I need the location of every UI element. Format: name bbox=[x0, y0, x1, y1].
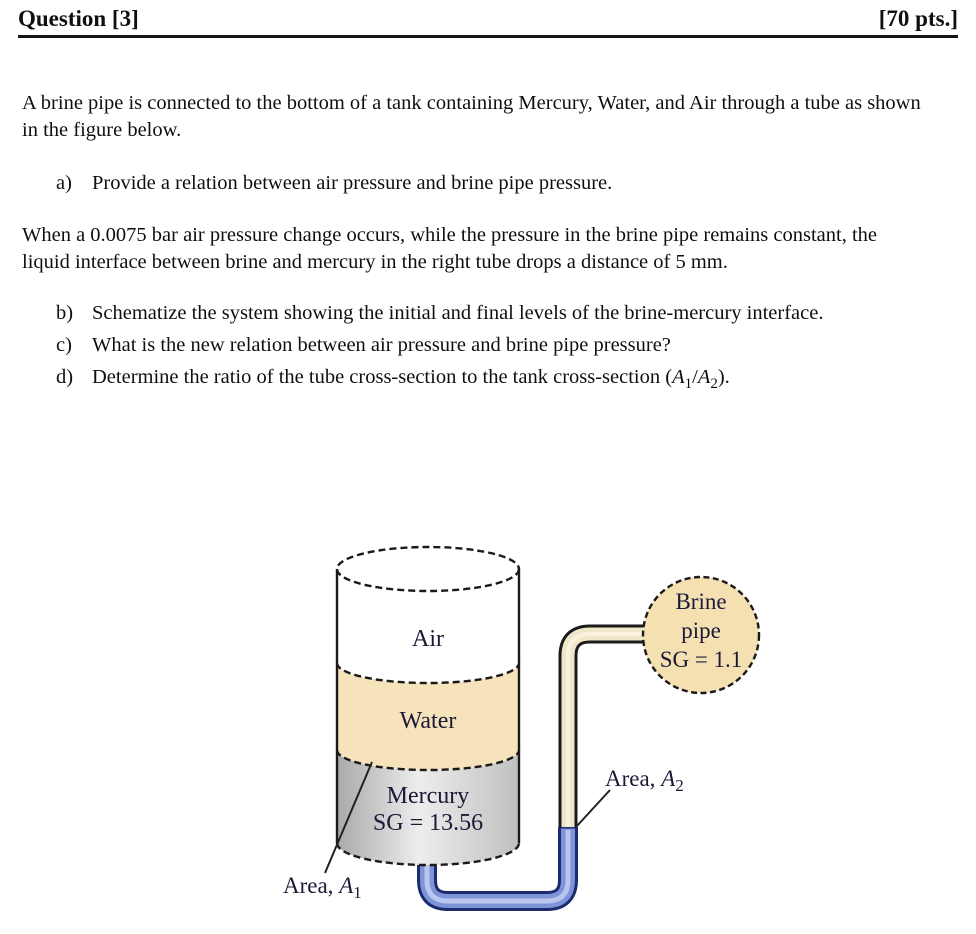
item-a-text: Provide a relation between air pressure and brine pipe pressure. bbox=[92, 172, 613, 194]
figure-diagram bbox=[260, 535, 790, 934]
item-c-text: What is the new relation between air pressure and brine pipe pressure? bbox=[92, 334, 671, 356]
water-label: Water bbox=[399, 708, 457, 734]
question-item-c bbox=[56, 332, 928, 359]
brine-circle-line2: pipe bbox=[681, 618, 721, 643]
item-d-text: Determine the ratio of the tube cross-section to the tank cross-section $(A_1/A_2)$. bbox=[92, 366, 730, 393]
item-c-label: c) bbox=[56, 334, 72, 356]
area1-label: Area, $A_1$ bbox=[283, 873, 362, 902]
air-label: Air bbox=[412, 626, 444, 652]
question-item-a bbox=[56, 170, 928, 197]
item-b-label: b) bbox=[56, 302, 74, 324]
tank-figure-svg bbox=[260, 535, 790, 934]
math-var-a1: A bbox=[672, 366, 685, 388]
question-item-d bbox=[56, 364, 928, 391]
page-header bbox=[18, 6, 958, 38]
area2-leader-line bbox=[576, 790, 610, 827]
brine-circle-line1: Brine bbox=[675, 589, 727, 614]
question-title: Question [3] bbox=[18, 6, 139, 31]
tank-top-ellipse bbox=[337, 547, 519, 591]
brine-circle-line3: SG = 1.1 bbox=[659, 647, 743, 672]
math-var-a2: A bbox=[697, 366, 711, 388]
item-b-text: Schematize the system showing the initial and final levels of the brine-mercury interface. bbox=[92, 302, 824, 324]
mercury-label: Mercury bbox=[386, 783, 470, 809]
points-label: [70 pts.] bbox=[878, 6, 958, 31]
area2-label: Area, $A_2$ bbox=[605, 766, 684, 795]
intro-paragraph: A brine pipe is connected to the bottom of a tank containing Mercury, Water, and Air through a tube as shown in the figure below. bbox=[22, 92, 921, 141]
item-d-label: d) bbox=[56, 366, 74, 388]
question-item-b bbox=[56, 300, 928, 327]
item-a-label: a) bbox=[56, 172, 72, 194]
question-items-bcd bbox=[56, 300, 928, 396]
middle-paragraph: When a 0.0075 bar air pressure change occurs, while the pressure in the brine pipe remains constant, the liquid interface between brine and mercury in the right tube drops a distance of 5 mm. bbox=[22, 224, 878, 273]
mercury-sg-label: SG = 13.56 bbox=[372, 810, 484, 836]
